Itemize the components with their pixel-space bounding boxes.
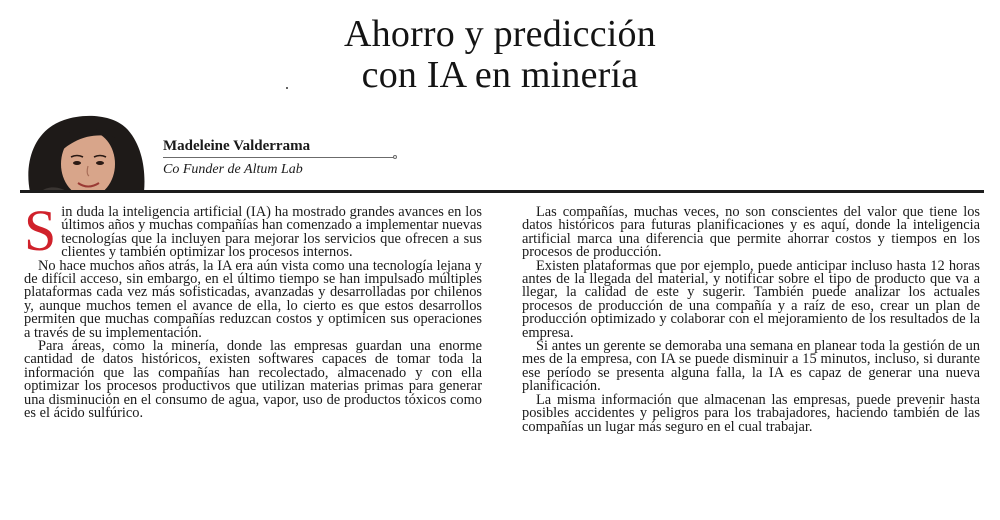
drop-cap: S xyxy=(24,198,57,263)
article-column-left xyxy=(24,198,482,422)
author-divider-ornament xyxy=(393,155,397,159)
article-column-right xyxy=(522,206,980,434)
author-name: Madeleine Valderrama xyxy=(163,138,311,154)
paragraph-text: in duda la inteligencia artificial (IA) ha mostrado grandes avances en los últimos años y muchas compañías han comenzado a implementar nuevas tecnologías que la incluyen para mejorar los servicios que ofrecen a sus clientes y también optimizar los procesos internos. xyxy=(61,204,482,261)
article-paragraph: Las compañías, muchas veces, no son conscientes del valor que tiene los datos históricos para futuras planificaciones y es aquí, donde la inteligencia artificial marca una diferencia que permite ahorrar costos y tiempos en los procesos de producción. xyxy=(522,204,980,261)
author-photo xyxy=(22,112,152,192)
print-speck xyxy=(286,87,288,89)
article-paragraph: La misma información que almacenan las empresas, puede prevenir hasta posibles accidentes y peligros para los trabajadores, haciendo también de las compañías un lugar más seguro en el cual trabajar. xyxy=(522,391,980,435)
article-paragraph: Si antes un gerente se demoraba una semana en planear toda la gestión de un mes de la empresa, con IA se puede disminuir a 15 minutos, incluso, si durante ese período se presenta alguna falla, la IA es capaz de generar una nueva planificación. xyxy=(522,338,980,395)
headline-line-2: con IA en minería xyxy=(361,54,639,96)
article-paragraph: Para áreas, como la minería, donde las empresas guardan una enorme cantidad de datos históricos, existen softwares capaces de tomar toda la información que las compañías han recolectado, almacenado y con ella optimizar los procesos productivos que utilizan materias primas para generar una disminución en el consumo de agua, vapor, uso de productos tóxicos como es el ácido sulfúrico. xyxy=(24,338,482,422)
author-divider xyxy=(163,157,395,158)
headline-line-1: Ahorro y predicción xyxy=(344,13,656,55)
article-paragraph: No hace muchos años atrás, la IA era aún vista como una tecnología lejana y de difícil acceso, sin embargo, en el último tiempo se han impulsado múltiples plataformas cada vez más sofisticadas, avanzadas y desarrolladas por chilenos y, aunque muchos temen el avance de ella, lo cierto es que estos desarrollos permiten que muchas compañías reduzcan costos y optimicen sus operaciones a través de su implementación. xyxy=(24,257,482,341)
author-portrait-icon xyxy=(22,112,152,192)
article-paragraph: Existen plataformas que por ejemplo, puede anticipar incluso hasta 12 horas antes de la llegada del material, y notificar sobre el tipo de producto que va a llegar, la calidad de este y sugerir. También puede analizar los actuales procesos de producción de una compañía y a raíz de eso, crear un plan de producción optimizado y colaborar con el mejoramiento de los resultados de la empresa. xyxy=(522,257,980,341)
article-headline xyxy=(0,14,1000,96)
section-divider xyxy=(20,190,984,193)
author-role: Co Funder de Altum Lab xyxy=(163,162,303,177)
article-paragraph xyxy=(24,198,482,263)
